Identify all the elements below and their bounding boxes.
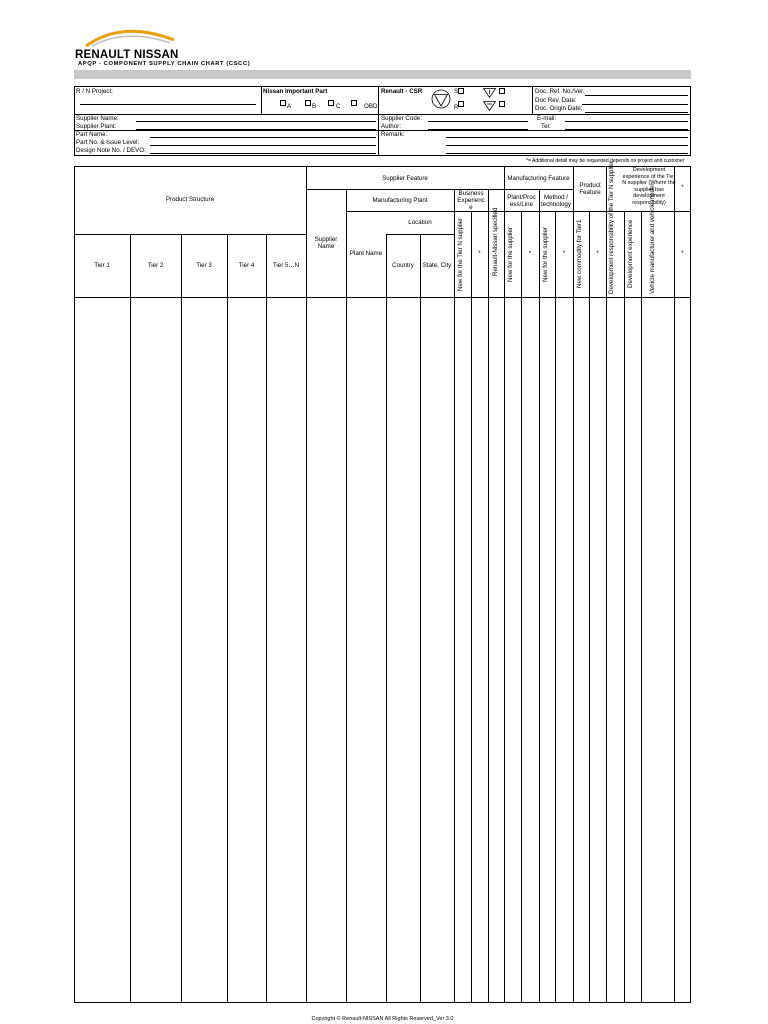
supplier-code-label: Supplier Code: — [381, 115, 422, 122]
csr-s-label: S — [454, 88, 459, 95]
location-header: Location — [408, 219, 432, 226]
tier-4-header: Tier 4 — [238, 262, 255, 269]
supplier-plant-field[interactable] — [136, 129, 376, 130]
tier-2-header: Tier 2 — [147, 262, 164, 269]
renault-nissan-specified-header: Renault-Nissan specified — [492, 207, 499, 277]
remark-label: Remark: — [381, 131, 405, 138]
option-obd-checkbox[interactable] — [351, 100, 357, 106]
renault-csr-label: Renault - CSR — [381, 88, 423, 95]
remark-field-1[interactable] — [446, 137, 688, 138]
csr-r-label: R — [454, 104, 459, 111]
new-for-supplier-header-1: New for the supplier — [507, 226, 514, 282]
csr-r-triangle-icon — [483, 101, 496, 111]
product-asterisk: * — [596, 250, 599, 257]
supplier-name-label: Supplier Name: — [76, 115, 119, 122]
method-technology-header: Method / technology — [541, 194, 571, 208]
csr-s-triangle-icon — [483, 88, 496, 98]
part-no-label: Part No. & Issue Level: — [76, 139, 140, 146]
doc-rev-label: Doc Rev. Date: — [535, 97, 577, 104]
supplier-feature-header: Supplier Feature — [382, 175, 428, 182]
product-structure-header: Product Structure — [165, 196, 215, 203]
additional-detail-note: *= Additional detail may be requested depends on project and customer — [526, 158, 685, 164]
doc-origin-field[interactable] — [585, 112, 688, 113]
doc-rev-field[interactable] — [582, 104, 688, 105]
doc-ref-field[interactable] — [585, 95, 688, 96]
vehicle-asterisk: * — [681, 250, 684, 257]
country-header: Country — [392, 262, 414, 269]
header-band — [74, 70, 691, 79]
supplier-plant-label: Supplier Plant: — [76, 123, 117, 130]
brand-arc-icon — [82, 26, 177, 48]
option-a-checkbox[interactable] — [280, 100, 286, 106]
project-field[interactable] — [80, 104, 256, 105]
author-label: Author: — [381, 123, 401, 130]
author-field[interactable] — [428, 129, 528, 130]
product-feature-header: Product Feature — [579, 182, 601, 196]
manufacturing-feature-header: Manufacturing Feature — [507, 175, 570, 182]
project-label: R / N Project: — [76, 88, 113, 95]
tel-field[interactable] — [565, 129, 688, 130]
part-name-label: Part Name: — [76, 131, 108, 138]
doc-ref-label: Doc. Ref. No./Ver. — [535, 88, 585, 95]
dev-responsibility-header: Development responsibility of the Tier N supplier — [608, 161, 615, 294]
option-a-label: A — [287, 103, 292, 110]
plant-name-header: Plant Name — [349, 250, 383, 257]
option-b-checkbox[interactable] — [305, 100, 311, 106]
new-for-supplier-header-2: New for the supplier — [542, 226, 549, 282]
part-no-field[interactable] — [150, 145, 376, 146]
csr-s-triangle-checkbox[interactable] — [499, 88, 505, 94]
method-asterisk: * — [562, 250, 566, 257]
tier-3-header: Tier 3 — [196, 262, 212, 269]
remark-field-2[interactable] — [446, 145, 688, 146]
manufacturing-plant-header: Manufacturing Plant — [372, 197, 428, 204]
dev-experience-header: Development experience of the Tier N supplier (Where the supplier has development responsibility) — [622, 167, 676, 206]
tel-label: Tel: — [541, 123, 551, 130]
csr-circle-triangle-icon — [431, 89, 451, 109]
remark-field-3[interactable] — [446, 153, 688, 154]
vehicle-manufacturer-header: Vehicle manufacturer and vehicle model — [649, 184, 656, 294]
copyright-footer: Copyright © Renault-NISSAN All Rights Reserved_Ver 3.0 — [311, 1016, 454, 1022]
supplier-name-field[interactable] — [136, 121, 376, 122]
tier-1-header: Tier 1 — [94, 262, 110, 269]
dev-experience-asterisk-top: * — [681, 184, 684, 191]
new-for-tier-n-header: New for the Tier N supplier — [457, 217, 464, 291]
new-commodity-header: New commodity for Tier1 — [576, 219, 583, 289]
business-experience-header: Business Experienc e — [457, 190, 485, 211]
plant-process-line-header: Plant/Proc ess/Line — [507, 194, 536, 208]
option-c-label: C — [336, 103, 341, 110]
doc-origin-label: Doc. Origin Date: — [535, 105, 583, 112]
design-note-label: Design Note No. / DEVO: — [76, 147, 146, 154]
dev-experience-col-header: Development experience — [627, 219, 634, 289]
state-city-header: State, City — [422, 262, 452, 269]
brand-logo-text: RENAULT NISSAN — [75, 49, 179, 61]
csr-r-triangle-checkbox[interactable] — [499, 101, 505, 107]
nissan-important-part-label: Nissan Important Part — [263, 88, 328, 95]
tier-5-header: Tier 5…N — [272, 262, 300, 269]
part-name-field[interactable] — [150, 137, 376, 138]
supplier-code-field[interactable] — [428, 121, 528, 122]
option-obd-label: OBD — [364, 103, 378, 110]
option-c-checkbox[interactable] — [328, 100, 334, 106]
design-note-field[interactable] — [150, 153, 376, 154]
supplier-name-header: Supplier Name — [314, 236, 338, 250]
tier-n-asterisk: * — [478, 250, 481, 257]
csr-s-checkbox[interactable] — [458, 88, 464, 94]
email-label: E-mail: — [537, 115, 557, 122]
email-field[interactable] — [565, 121, 688, 122]
page-subtitle: APQP - COMPONENT SUPPLY CHAIN CHART (CSCC) — [78, 61, 251, 67]
plant-asterisk: * — [528, 250, 532, 257]
csr-r-checkbox[interactable] — [458, 101, 464, 107]
option-b-label: B — [312, 103, 317, 110]
